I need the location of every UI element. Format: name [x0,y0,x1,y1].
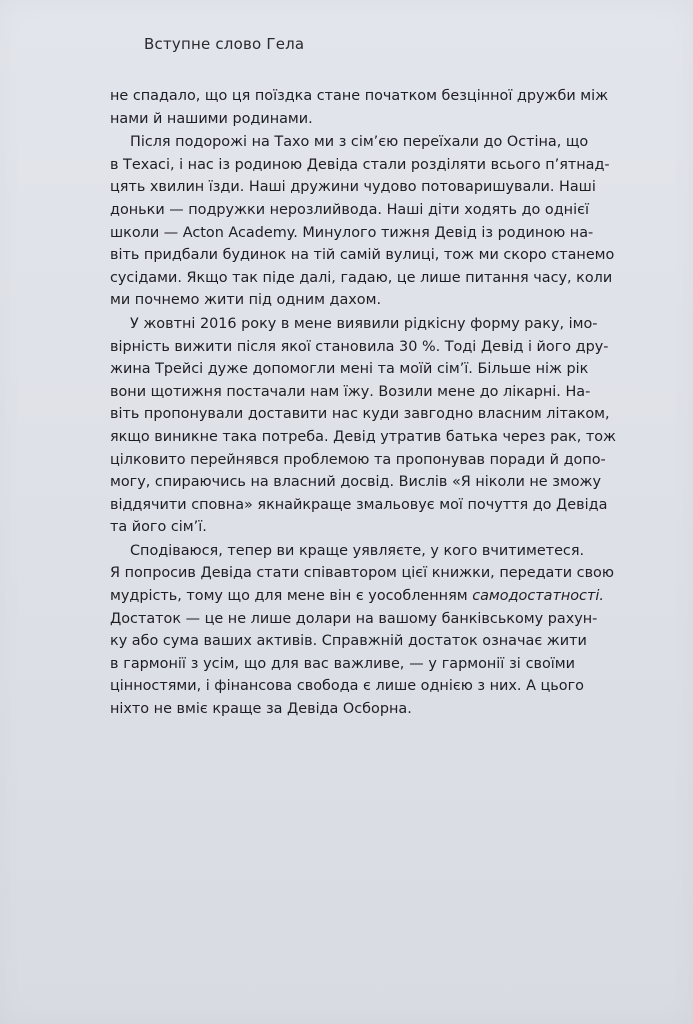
text-line: У жовтні 2016 року в мене виявили рідкісну форму раку, імо- [130,315,598,332]
running-head: Вступне слово Гела [144,35,305,53]
text-line: в Техасі, і нас із родиною Девіда стали розділяти всього п’ятнад- [110,156,610,173]
text-line: не спадало, що ця поїздка стане початком безцінної дружби між [110,88,609,104]
text-line: цілковито перейнявся проблемою та пропонував поради й допо- [110,451,606,468]
text-line: Після подорожі на Тахо ми з сім’єю переїхали до Остіна, що [130,134,589,151]
paragraph-1 [110,85,609,130]
paragraph-4 [110,540,614,721]
text-line: жина Трейсі дуже допомогли мені та моїй сім’ї. Більше ніж рік [110,361,589,378]
text-line: вірність вижити після якої становила 30 %. Тоді Девід і його дру- [110,338,609,355]
text-line: Сподіваюся, тепер ви краще уявляєте, у кого вчитиметеся. [130,542,585,559]
text-line: та його сім’ї. [110,519,207,536]
body-text [110,85,617,722]
text-line: Достаток — це не лише долари на вашому банківському рахун- [110,610,598,627]
text-line: цять хвилин їзди. Наші дружини чудово потоваришували. Наші [110,179,596,196]
text-line: ку або сума ваших активів. Справжній достаток означає жити [110,633,587,650]
paragraph-2 [110,131,615,312]
text-line: цінностями, і фінансова свобода є лише однією з них. А цього [110,678,584,695]
text-line: доньки — подружки нерозлийвода. Наші діти ходять до однієї [110,201,589,218]
text-line-with-italic [110,585,604,608]
text-line: віддячити сповна» якнайкраще змальовує мої почуття до Девіда [110,496,608,513]
text-line: віть придбали будинок на тій самій вулиці, тож ми скоро станемо [110,247,615,264]
text-line: ніхто не вміє краще за Девіда Осборна. [110,701,412,718]
text-line: школи — Acton Academy. Минулого тижня Девід із родиною на- [110,224,594,241]
text-line: нами й нашими родинами. [110,110,313,127]
text-line: в гармонії з усім, що для вас важливе, — у гармонії зі своїми [110,655,575,672]
text-line: могу, спираючись на власний досвід. Вислів «Я ніколи не зможу [110,474,602,491]
text-line: вони щотижня постачали нам їжу. Возили мене до лікарні. На- [110,383,591,400]
paragraph-3 [110,313,617,539]
text-line: ми почнемо жити під одним дахом. [110,292,382,309]
text-line-start: мудрість, тому що для мене він є уособленням [110,588,473,605]
text-line: віть пропонували доставити нас куди завгодно власним літаком, [110,406,610,423]
text-line: сусідами. Якщо так піде далі, гадаю, це лише питання часу, коли [110,269,613,286]
text-line: якщо виникне така потреба. Девід утратив батька через рак, тож [110,428,617,445]
italic-term: самодостатності. [472,588,604,605]
text-line: Я попросив Девіда стати співавтором цієї книжки, передати свою [110,565,614,582]
